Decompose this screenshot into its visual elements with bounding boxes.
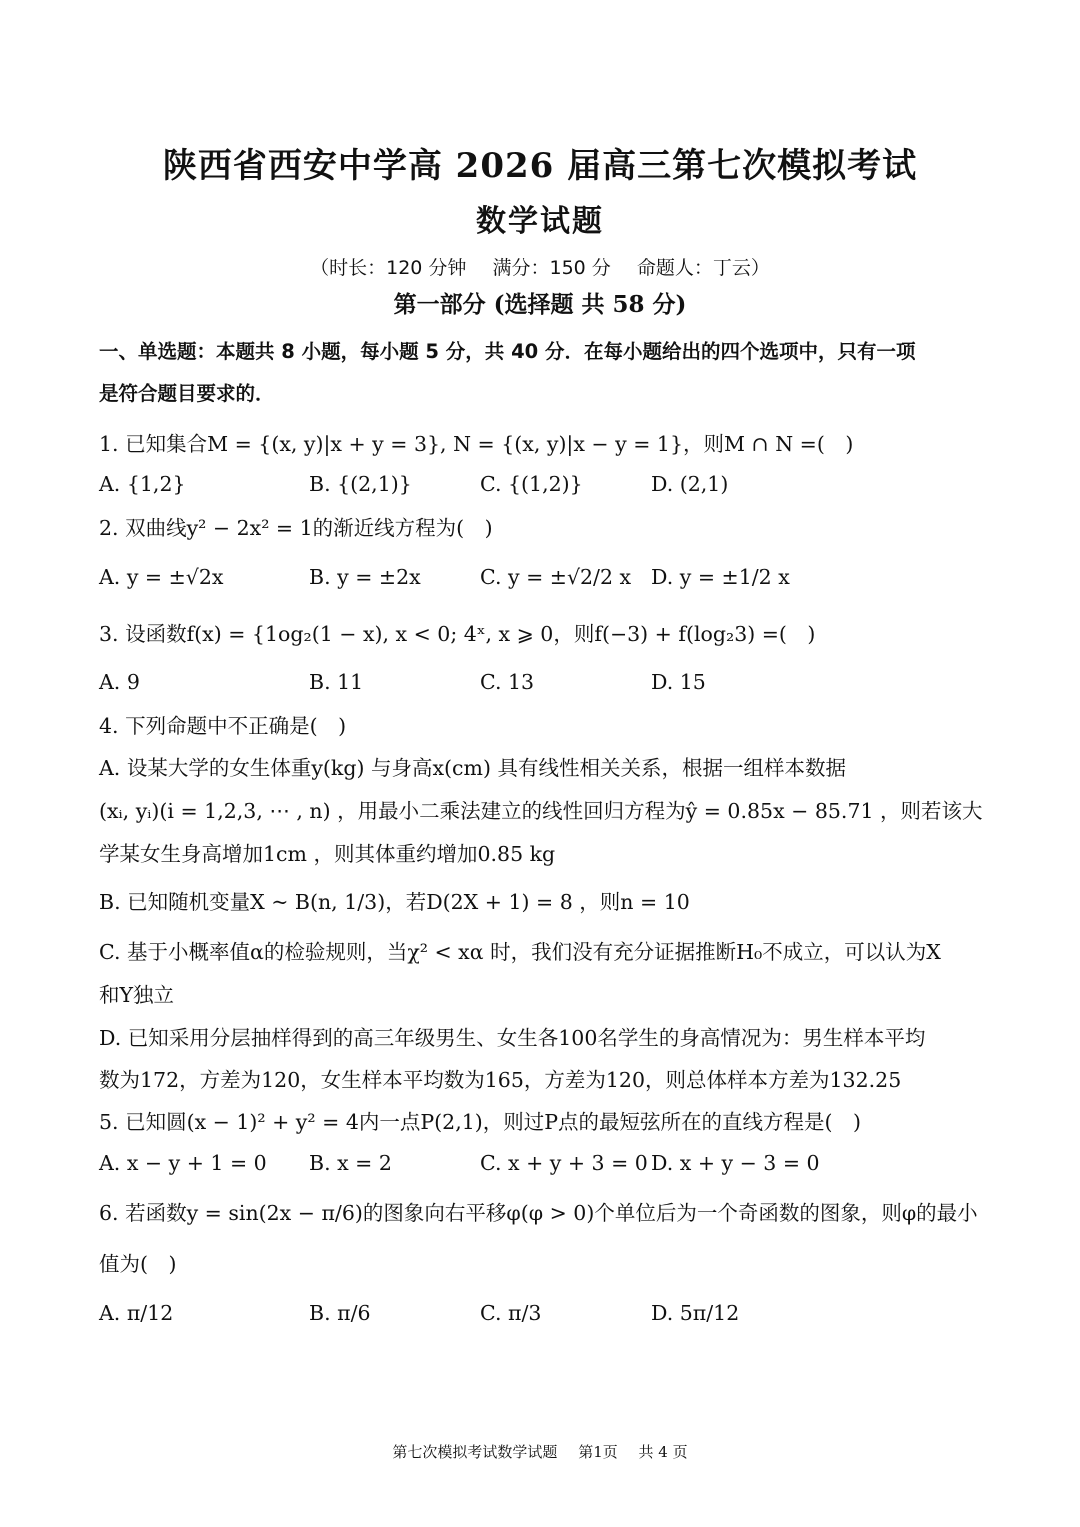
page-subtitle: 数学试题 [476,204,604,239]
question-2-option-a: A. y = ±√2x [99,565,224,589]
question-1-stem: 1. 已知集合M = {(x, y)|x + y = 3}, N = {(x, y)|x − y = 1}，则M ∩ N =( ) [99,432,854,456]
section-instruction-line1: 一、单选题：本题共 8 小题，每小题 5 分，共 40 分．在每小题给出的四个选项中，只有一项 [99,340,916,363]
question-6-stem-line1: 6. 若函数y = sin(2x − π/6)的图象向右平移φ(φ > 0)个单位后为一个奇函数的图象，则φ的最小 [99,1201,978,1225]
question-3-stem: 3. 设函数f(x) = {1og₂(1 − x), x < 0; 4ˣ, x ⩾ 0，则f(−3) + f(log₂3) =( ) [99,622,816,646]
question-2-option-b: B. y = ±2x [309,565,421,589]
question-3-options [99,670,989,700]
exam-duration: （时长：120 分钟 [310,257,467,279]
question-6-stem-line2: 值为( ) [99,1252,177,1276]
question-3-option-c: C. 13 [480,670,535,694]
part-heading: 第一部分 (选择题 共 58 分) [393,291,687,318]
question-1-option-b: B. {(2,1)} [309,472,412,496]
page-title: 陕西省西安中学高 2026 届高三第七次模拟考试 [162,146,918,186]
question-4-option-d-line1: D. 已知采用分层抽样得到的高三年级男生、女生各100名学生的身高情况为：男生样本平均 [99,1026,926,1050]
question-1-option-a: A. {1,2} [99,472,186,496]
question-4-stem: 4. 下列命题中不正确是( ) [99,714,347,738]
question-3-option-b: B. 11 [309,670,364,694]
footer-page-number: 第1页 [578,1443,618,1461]
question-4-option-b: B. 已知随机变量X ~ B(n, 1/3)，若D(2X + 1) = 8 ，则n = 10 [99,890,690,914]
question-4-option-c-line1: C. 基于小概率值α的检验规则，当χ² < xα 时，我们没有充分证据推断H₀不成立，可以认为X [99,940,941,964]
question-1-option-c: C. {(1,2)} [480,472,583,496]
question-2-stem: 2. 双曲线y² − 2x² = 1的渐近线方程为( ) [99,516,493,540]
question-4-option-d-line2: 数为172，方差为120，女生样本平均数为165，方差为120，则总体样本方差为132.25 [99,1068,902,1092]
exam-full-marks: 满分：150 分 [492,257,611,279]
question-2-options [99,565,989,595]
question-5-option-a: A. x − y + 1 = 0 [99,1151,267,1175]
question-5-option-b: B. x = 2 [309,1151,392,1175]
question-5-option-d: D. x + y − 3 = 0 [651,1151,820,1175]
question-3-option-a: A. 9 [99,670,140,694]
question-5-stem: 5. 已知圆(x − 1)² + y² = 4内一点P(2,1)，则过P点的最短弦所在的直线方程是( ) [99,1110,862,1134]
question-6-option-b: B. π/6 [309,1301,371,1325]
question-2-option-d: D. y = ±1/2 x [651,565,790,589]
footer-exam-name: 第七次模拟考试数学试题 [392,1443,558,1461]
question-4-option-a-line3: 学某女生身高增加1cm ，则其体重约增加0.85 kg [99,842,556,866]
question-5-option-c: C. x + y + 3 = 0 [480,1151,648,1175]
question-1-option-d: D. (2,1) [651,472,729,496]
question-5-options [99,1151,989,1181]
exam-author: 命题人：丁云） [636,257,770,279]
question-2-option-c: C. y = ±√2/2 x [480,565,632,589]
question-4-option-a-line1: A. 设某大学的女生体重y(kg) 与身高x(cm) 具有线性相关关系，根据一组样本数据 [99,756,846,780]
question-6-options [99,1301,989,1331]
question-1-options [99,472,989,502]
question-6-option-d: D. 5π/12 [651,1301,740,1325]
question-4-option-c-line2: 和Y独立 [99,983,175,1007]
question-6-option-c: C. π/3 [480,1301,542,1325]
question-3-option-d: D. 15 [651,670,706,694]
section-instruction-line2: 是符合题目要求的． [99,382,275,405]
question-4-option-a-line2: (xᵢ, yᵢ)(i = 1,2,3, ⋯ , n) ，用最小二乘法建立的线性回归方程为ŷ = 0.85x − 85.71 ，则若该大 [99,799,983,823]
question-6-option-a: A. π/12 [99,1301,174,1325]
exam-info [0,253,1080,280]
page-footer [0,1441,1080,1462]
footer-total-pages: 共 4 页 [638,1443,688,1461]
